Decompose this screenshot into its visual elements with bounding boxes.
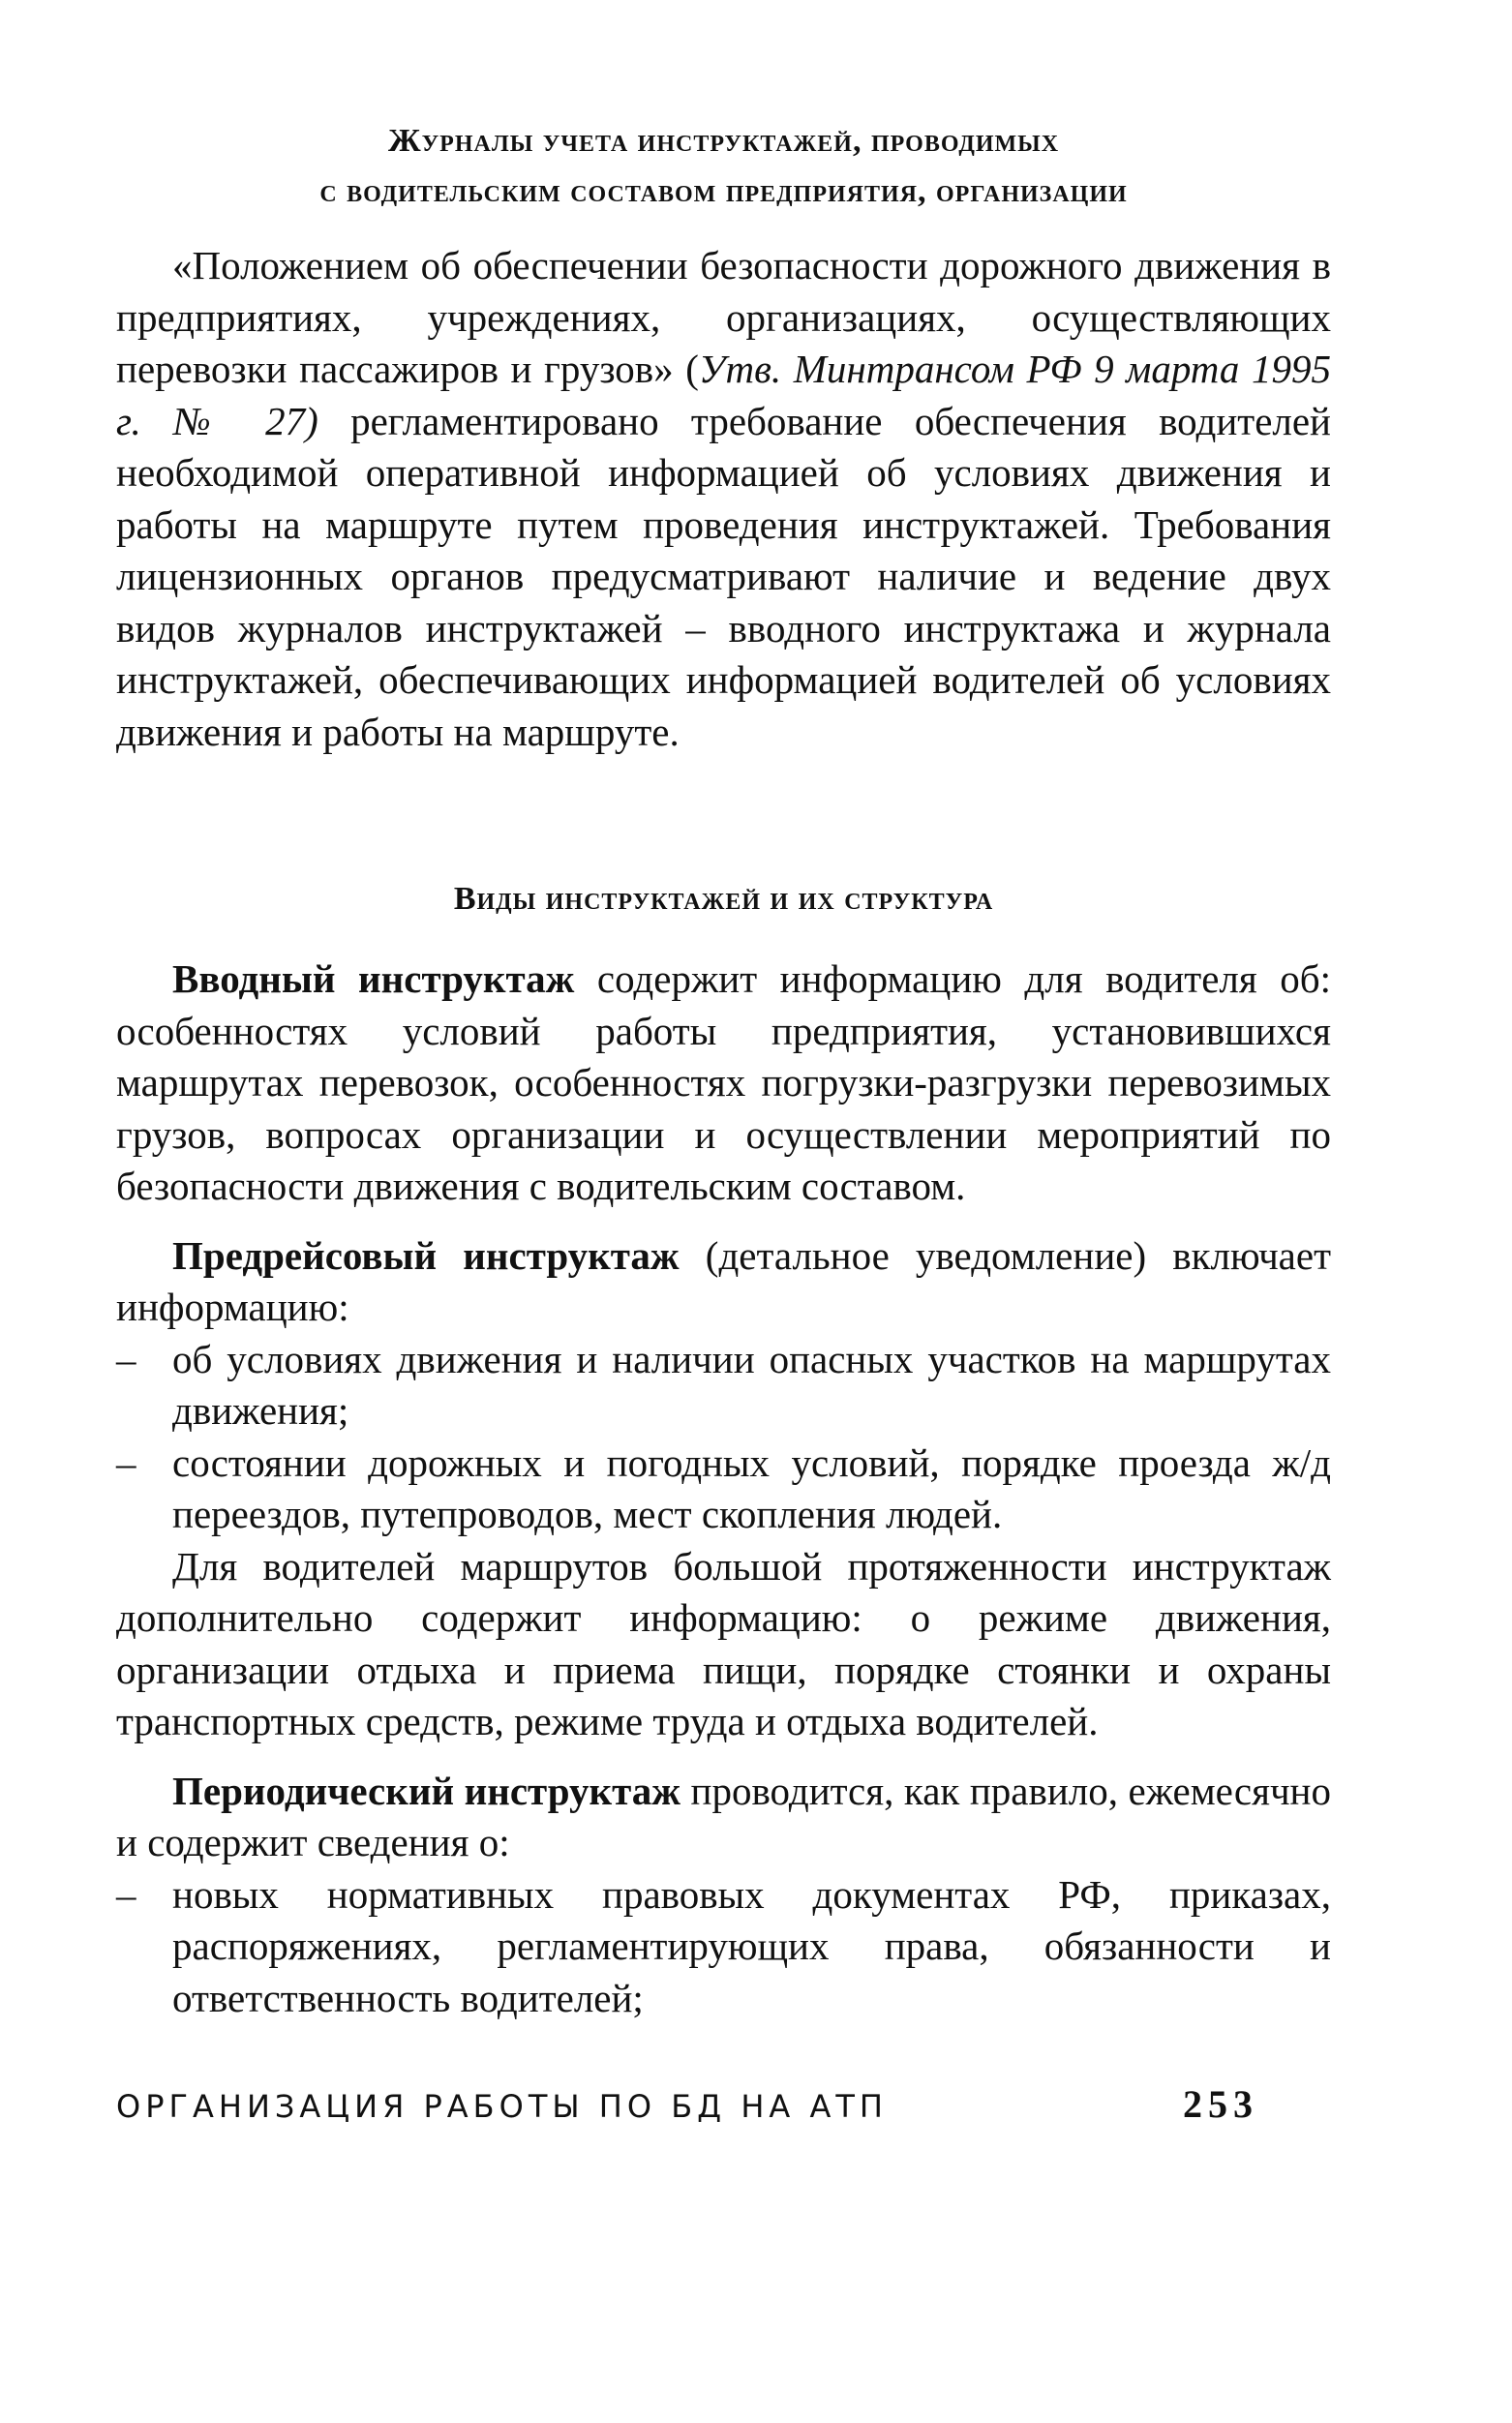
list-item: [116, 1869, 1331, 2025]
paragraph-long-route: Для водителей маршрутов большой протяженности инструктаж дополнительно содержит информацию: о режиме движения, организации отдыха и приема пищи, порядке стоянки и охраны транспортных средств, режиме труда и отдыха водителей.: [116, 1543, 1331, 1743]
prerace-list: [116, 1334, 1331, 1541]
running-footer-title: ОРГАНИЗАЦИЯ РАБОТЫ ПО БД НА АТП: [116, 2088, 888, 2125]
list-item: [116, 1334, 1331, 1438]
dash-mark: –: [116, 1336, 136, 1381]
list-item-text: об условиях движения и наличии опасных участков на маршрутах движения;: [172, 1336, 1331, 1433]
periodic-list: [116, 1869, 1331, 2025]
section-heading-journals: [116, 116, 1331, 217]
prerace-briefing-text: (детальное уведомление) включает информацию:: [116, 1232, 1331, 1329]
term-periodic-briefing: Периодический инструктаж: [172, 1768, 680, 1813]
dash-mark: –: [116, 1871, 136, 1917]
page-number: 253: [1183, 2082, 1258, 2126]
periodic-briefing-text: проводится, как правило, ежемесячно и содержит сведения о:: [116, 1768, 1332, 1864]
page-footer: [116, 2081, 1258, 2127]
term-intro-briefing: Вводный инструктаж: [172, 956, 575, 1001]
list-item: [116, 1438, 1331, 1541]
list-item-text: состоянии дорожных и погодных условий, порядке проезда ж/д переездов, путепроводов, мест скопления людей.: [172, 1439, 1331, 1536]
dash-mark: –: [116, 1439, 136, 1485]
paragraph-prerace-briefing: [116, 1230, 1331, 1334]
paragraph-regulation: [116, 240, 1331, 758]
paragraph-regulation-start: «Положением об обеспечении безопасности дорожного движения в предприятиях, учреждениях, организациях, осуществляющих перевозки пассажиров и грузов» (: [116, 243, 1331, 391]
intro-briefing-text: содержит информацию для водителя об: особенностях условий работы предприятия, установившихся маршрутах перевозок, особенностях погрузки-разгрузки перевозимых грузов, вопросах организации и осуществлении мероприятий по безопасности движения с водительским составом.: [116, 956, 1331, 1208]
page: [116, 116, 1331, 2024]
citation: Утв. Минтрансом РФ 9 марта 1995 г. № 27): [116, 347, 1331, 443]
list-item-text: новых нормативных правовых документах РФ, приказах, распоряжениях, регламентирующих права, обязанности и ответственность водителей;: [172, 1871, 1331, 2020]
heading-line-2: с водительским составом предприятия, организации: [319, 173, 1128, 209]
term-prerace-briefing: Предрейсовый инструктаж: [172, 1232, 680, 1278]
paragraph-regulation-end: регламентировано требование обеспечения водителей необходимой оперативной информацией об условиях движения и работы на маршруте путем проведения инструктажей. Требования лицензионных органов предусматривают наличие и ведение двух видов журналов инструктажей – вводного инструктажа и журнала инструктажей, обеспечивающих информацией водителей об условиях движения и работы на маршруте.: [116, 398, 1331, 754]
paragraph-intro-briefing: [116, 954, 1331, 1213]
heading-line-1: Журналы учета инструктажей, проводимых: [387, 123, 1060, 159]
paragraph-periodic-briefing: [116, 1766, 1331, 1869]
section-heading-types: Виды инструктажей и их структура: [453, 881, 994, 917]
